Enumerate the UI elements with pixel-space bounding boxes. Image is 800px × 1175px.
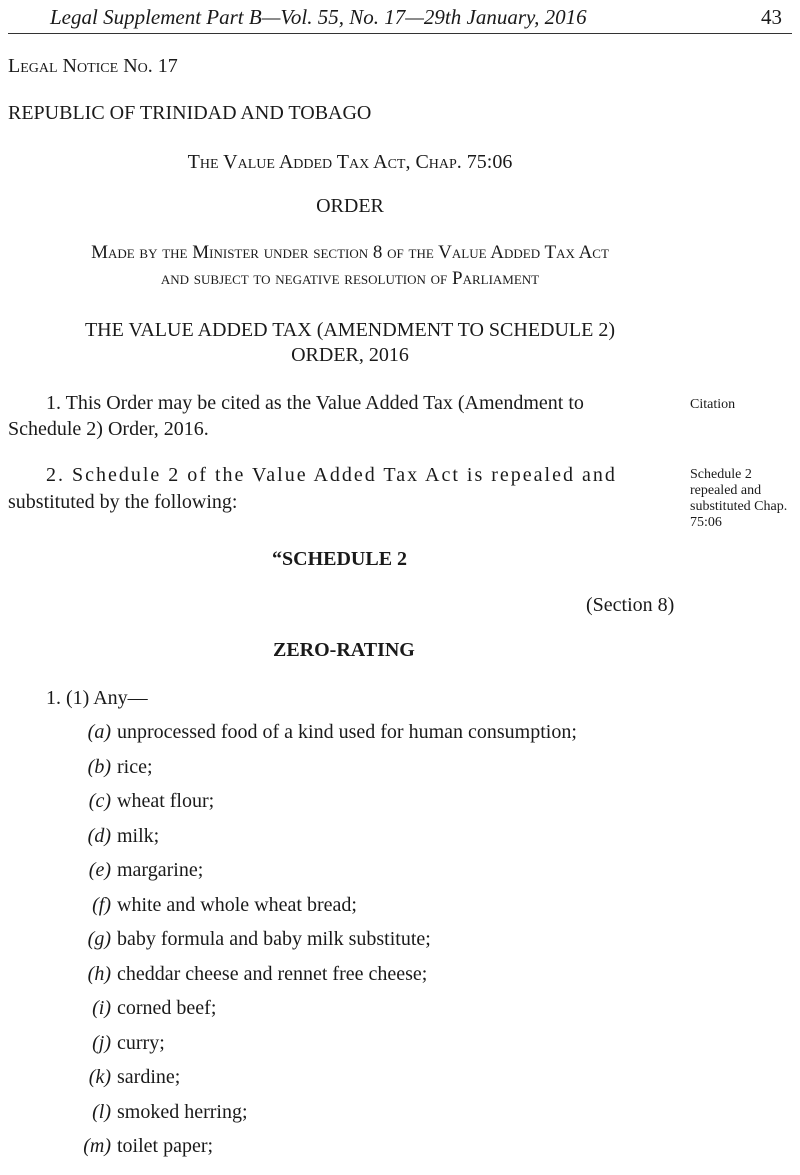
item-label: (b) xyxy=(87,756,111,778)
item-text: curry; xyxy=(117,1032,165,1054)
schedule-intro: 1. (1) Any— xyxy=(46,687,148,709)
item-label: (l) xyxy=(92,1101,111,1123)
order-title-line-1: THE VALUE ADDED TAX (AMENDMENT TO SCHEDULE 2) xyxy=(84,319,616,341)
list-item xyxy=(76,825,159,848)
running-header-title: Legal Supplement Part B—Vol. 55, No. 17—29th January, 2016 xyxy=(50,5,587,29)
item-label: (k) xyxy=(88,1066,111,1088)
item-text: baby formula and baby milk substitute; xyxy=(117,928,431,950)
schedule-heading: “SCHEDULE 2 xyxy=(272,548,408,570)
item-label: (c) xyxy=(88,790,111,812)
item-text: wheat flour; xyxy=(117,790,215,812)
list-item xyxy=(76,1135,213,1158)
made-by-line-2: and subject to negative resolution of Parliament xyxy=(160,268,540,289)
margin-note-citation: Citation xyxy=(690,397,736,412)
page-number: 43 xyxy=(761,5,782,29)
list-item xyxy=(76,756,153,779)
header-rule xyxy=(8,33,792,34)
item-text: rice; xyxy=(117,756,153,778)
item-label: (a) xyxy=(87,721,111,743)
item-label: (d) xyxy=(87,825,111,847)
item-label: (f) xyxy=(92,894,111,916)
item-text: toilet paper; xyxy=(117,1135,214,1157)
legal-notice-number: Legal Notice No. 17 xyxy=(8,55,178,77)
item-label: (e) xyxy=(88,859,111,881)
list-item xyxy=(76,928,431,951)
item-label: (m) xyxy=(83,1135,111,1157)
list-item xyxy=(76,963,427,986)
paragraph-2-line-2: substituted by the following: xyxy=(8,491,238,513)
list-item xyxy=(76,1032,165,1055)
act-title: The Value Added Tax Act, Chap. 75:06 xyxy=(187,151,513,173)
item-label: (j) xyxy=(92,1032,111,1054)
list-item xyxy=(76,1101,248,1124)
paragraph-1-line-1: 1. This Order may be cited as the Value Added Tax (Amendment to xyxy=(46,392,584,414)
item-label: (i) xyxy=(92,997,111,1019)
item-text: sardine; xyxy=(117,1066,181,1088)
order-title-line-2: ORDER, 2016 xyxy=(291,344,409,366)
item-text: milk; xyxy=(117,825,160,847)
paragraph-2-line-1: 2. Schedule 2 of the Value Added Tax Act is repealed and xyxy=(46,464,617,486)
republic-heading: REPUBLIC OF TRINIDAD AND TOBAGO xyxy=(8,102,372,124)
item-text: margarine; xyxy=(117,859,204,881)
item-text: cheddar cheese and rennet free cheese; xyxy=(117,963,428,985)
zero-rating-heading: ZERO-RATING xyxy=(273,639,415,661)
list-item xyxy=(76,894,357,917)
item-text: corned beef; xyxy=(117,997,217,1019)
item-label: (g) xyxy=(87,928,111,950)
item-label: (h) xyxy=(87,963,111,985)
made-by-line-1: Made by the Minister under section 8 of the Value Added Tax Act xyxy=(91,242,609,263)
order-heading: ORDER xyxy=(316,195,384,217)
item-text: smoked herring; xyxy=(117,1101,248,1123)
list-item xyxy=(76,997,216,1020)
list-item xyxy=(76,1066,180,1089)
list-item xyxy=(76,859,203,882)
margin-note-schedule-2: Schedule 2 repealed and substituted Chap. 75:06 xyxy=(690,467,788,530)
list-item xyxy=(76,721,577,744)
item-text: white and whole wheat bread; xyxy=(117,894,357,916)
paragraph-1-line-2: Schedule 2) Order, 2016. xyxy=(8,418,209,440)
section-reference: (Section 8) xyxy=(586,594,675,616)
list-item xyxy=(76,790,214,813)
item-text: unprocessed food of a kind used for human consumption; xyxy=(117,721,577,743)
